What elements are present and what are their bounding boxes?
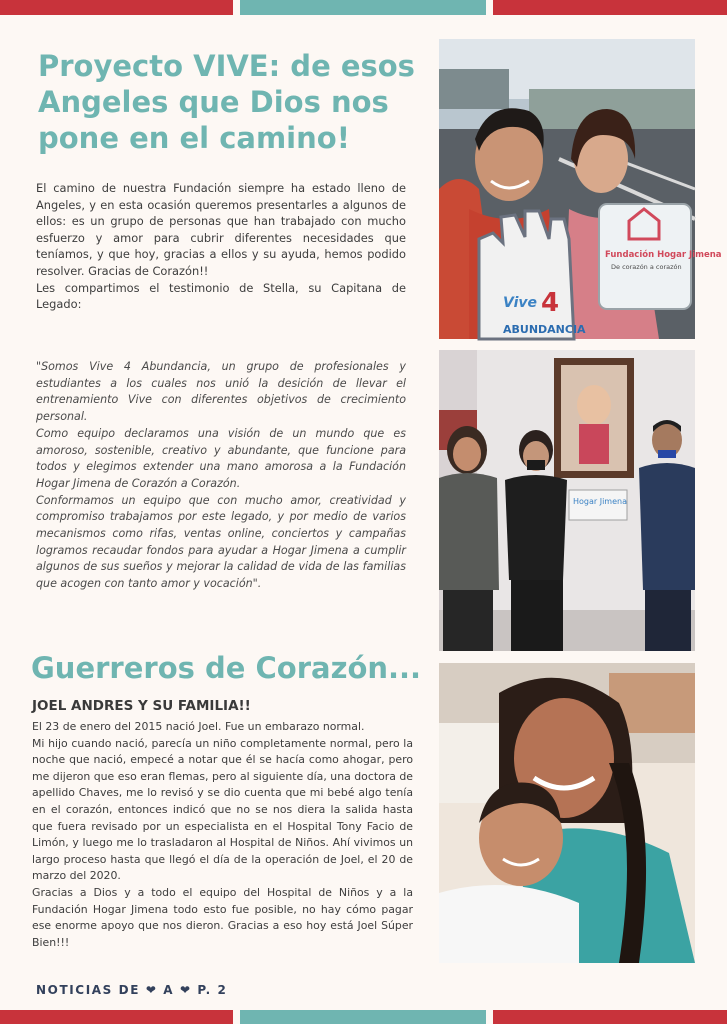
section2-title: Guerreros de Corazón... — [31, 651, 422, 685]
footer-mid: A — [163, 983, 175, 997]
heart-icon: ❤ — [179, 983, 192, 997]
bottom-bar-teal — [240, 1010, 486, 1024]
top-bar-red-left — [0, 0, 233, 15]
footer-label: NOTICIAS DE — [36, 983, 141, 997]
top-bar-red-right — [493, 0, 727, 15]
sign-number: 4 — [541, 288, 560, 318]
intro-paragraph: El camino de nuestra Fundación siempre ha estado lleno de Angeles, y en esta ocasión queremos presentarles a algunos de ellos: es un grupo de personas que han trabajado con mucho esfuerzo y amor para cubrir diferentes necesidades que teníamos, y que hoy, gracias a ellos y su ayuda, hemos podido resolver. Gracias de Corazón!! — [36, 181, 406, 278]
top-bar-teal — [240, 0, 486, 15]
story-paragraph-2: Mi hijo cuando nació, parecía un niño completamente normal, pero la noche que nació, empecé a notar que él se hacía como ahogar, pero me dijeron que eso eran flemas, pero al siguiente día, una doctora de apellido Chaves, me lo revisó y se dio cuenta que mi bebé algo tenía en el corazón, entonces indicó que no se nos diera la salida hasta que fuera revisado por un especialista en el Hospital Tony Facio de Limón, y luego me lo trasladaron al Hospital de Niños. Ahí vivimos un largo proceso hasta que llegó el día de la operación de Joel, el 20 de marzo del 2020. — [32, 736, 413, 883]
heart-icon: ❤ — [145, 983, 158, 997]
page-footer — [36, 983, 227, 997]
quote-paragraph-3: Conformamos un equipo que con mucho amor, creatividad y compromiso trabajamos por este legado, y por medio de varios mecanismos como rifas, ventas online, conciertos y campañas logramos recaudar fondos para ayudar a Hogar Jimena a cumplir algunos de sus sueños y mejorar la calidad de vida de las familias que acogen con tanto amor y vocación". — [36, 493, 406, 591]
sign-word: ABUNDANCIA — [503, 323, 586, 336]
photo-joel-family — [439, 663, 695, 963]
story-paragraph-1: El 23 de enero del 2015 nació Joel. Fue un embarazo normal. — [32, 720, 365, 733]
page-number: P. 2 — [197, 983, 228, 997]
quote-paragraph-2: Como equipo declaramos una visión de un mundo que es amoroso, sostenible, creativo y abundante, que funcione para todos y elegimos extender una mano amorosa a la Fundación Hogar Jimena de Corazón a Corazón. — [36, 426, 406, 490]
section1-intro — [36, 180, 406, 313]
section2-story — [32, 719, 413, 951]
can-sublabel: De corazón a corazón — [611, 263, 682, 271]
quote-paragraph-1: "Somos Vive 4 Abundancia, un grupo de profesionales y estudiantes a los cuales nos unió la desición de llevar el entrenamiento Vive con diferentes objetivos de crecimiento personal. — [36, 360, 406, 424]
story-paragraph-3: Gracias a Dios y a todo el equipo del Hospital de Niños y a la Fundación Hogar Jimena todo esto fue posible, no hay cómo pagar ese enorme apoyo que nos dieron. Gracias a eso hoy está Joel Súper Bien!!! — [32, 885, 413, 949]
plaque-text: Hogar Jimena — [573, 497, 627, 506]
can-label: Fundación Hogar Jimena — [605, 250, 722, 260]
photo-vive-volunteers — [439, 39, 722, 339]
bottom-bar-red-right — [493, 1010, 727, 1024]
section2-subtitle: JOEL ANDRES Y SU FAMILIA!! — [32, 698, 251, 714]
intro-paragraph-2: Les compartimos el testimonio de Stella, su Capitana de Legado: — [36, 280, 406, 312]
testimonial-quote — [36, 359, 406, 593]
sign-brand: Vive — [503, 295, 538, 311]
section1-title: Proyecto VIVE: de esos Angeles que Dios nos pone en el camino! — [38, 49, 415, 155]
bottom-bar-red-left — [0, 1010, 233, 1024]
photo-group-portrait — [439, 350, 695, 651]
